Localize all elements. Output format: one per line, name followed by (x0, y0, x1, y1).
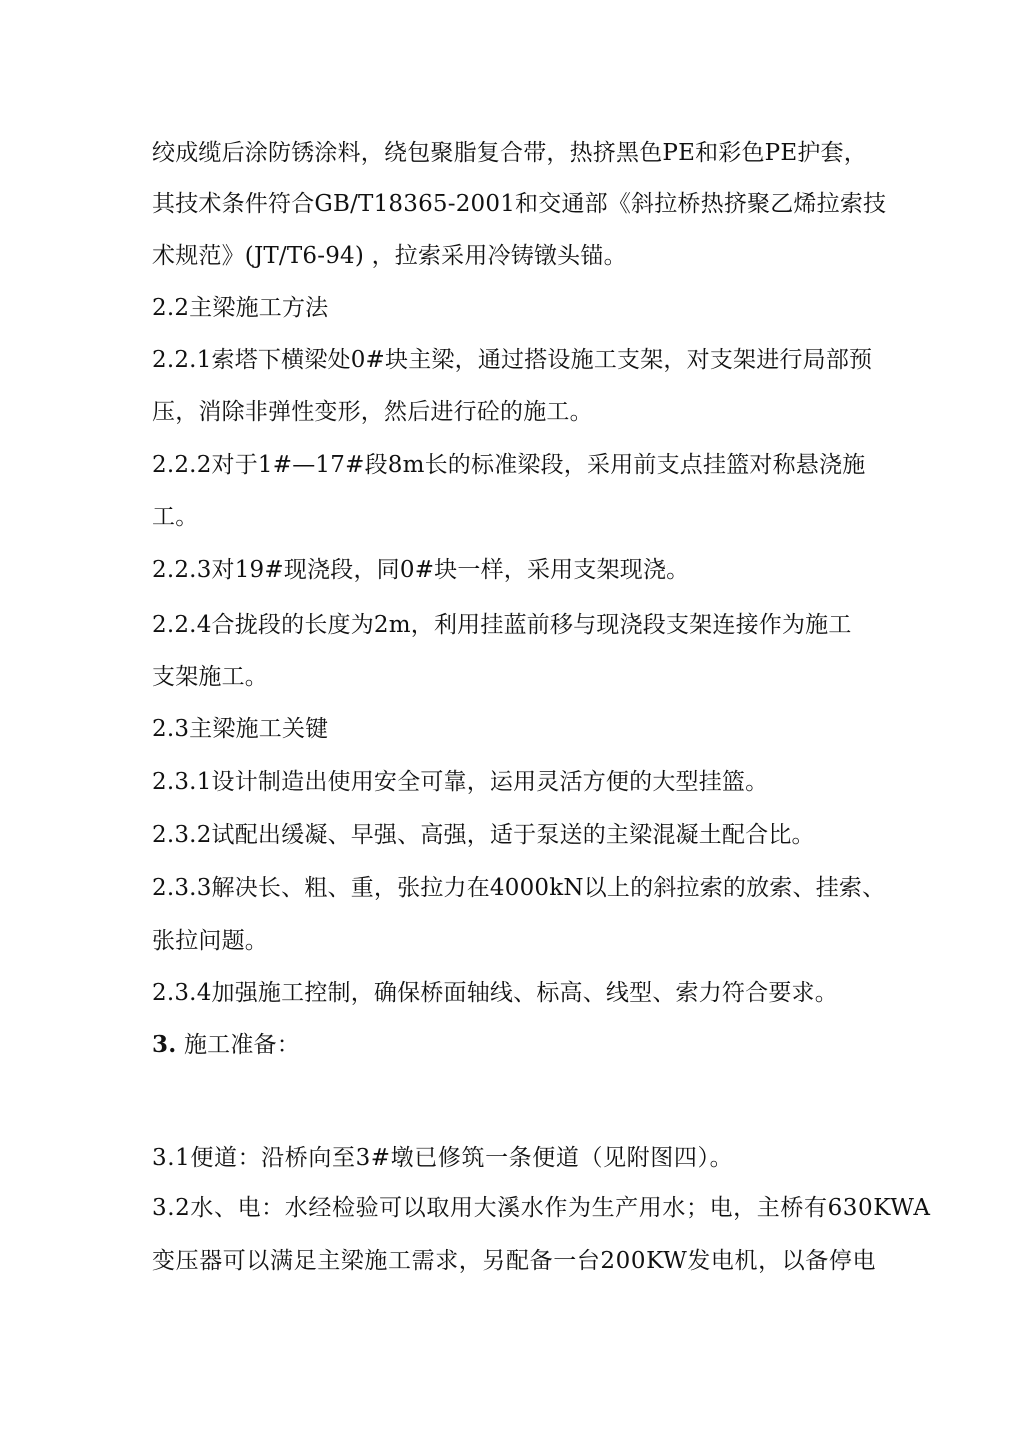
paragraph-line: 工。 (152, 504, 199, 530)
paragraph-line: 变压器可以满足主梁施工需求，另配备一台200KW发电机，以备停电 (152, 1248, 877, 1274)
paragraph-line: 2.3.4加强施工控制，确保桥面轴线、标高、线型、索力符合要求。 (152, 980, 838, 1006)
section-heading-2-2: 2.2主梁施工方法 (152, 295, 329, 321)
paragraph-line: 其技术条件符合GB/T18365-2001和交通部《斜拉桥热挤聚乙烯拉索技 (152, 191, 887, 217)
section-heading-3 (152, 1030, 872, 1060)
paragraph-line: 3.2水、电：水经检验可以取用大溪水作为生产用水；电，主桥有630KWA (152, 1195, 931, 1221)
paragraph-line: 2.3.3解决长、粗、重，张拉力在4000kN以上的斜拉索的放索、挂索、 (152, 875, 886, 901)
paragraph-line: 2.3.2试配出缓凝、早强、高强，适于泵送的主梁混凝土配合比。 (152, 822, 815, 848)
paragraph-line: 2.3.1设计制造出使用安全可靠，运用灵活方便的大型挂篮。 (152, 769, 769, 795)
paragraph-line: 术规范》(JT/T6-94) ，拉索采用冷铸镦头锚。 (152, 243, 627, 269)
paragraph-line: 3.1便道：沿桥向至3#墩已修筑一条便道（见附图四）。 (152, 1145, 734, 1171)
paragraph-line: 2.2.1索塔下横梁处0#块主梁，通过搭设施工支架，对支架进行局部预 (152, 347, 873, 373)
paragraph-line: 绞成缆后涂防锈涂料，绕包聚脂复合带，热挤黑色PE和彩色PE护套， (152, 140, 867, 166)
paragraph-line: 2.2.2对于1#—17#段8m长的标准梁段，采用前支点挂篮对称悬浇施 (152, 452, 866, 478)
section-number: 3. (152, 1031, 177, 1058)
paragraph-line: 压，消除非弹性变形，然后进行砼的施工。 (152, 399, 593, 425)
section-title: 施工准备： (183, 1032, 300, 1058)
section-heading-2-3: 2.3主梁施工关键 (152, 716, 329, 742)
paragraph-line: 支架施工。 (152, 664, 268, 690)
paragraph-line: 2.2.3对19#现浇段，同0#块一样，采用支架现浇。 (152, 557, 690, 583)
paragraph-line: 张拉问题。 (152, 928, 268, 954)
paragraph-line: 2.2.4合拢段的长度为2m，利用挂蓝前移与现浇段支架连接作为施工 (152, 612, 852, 638)
